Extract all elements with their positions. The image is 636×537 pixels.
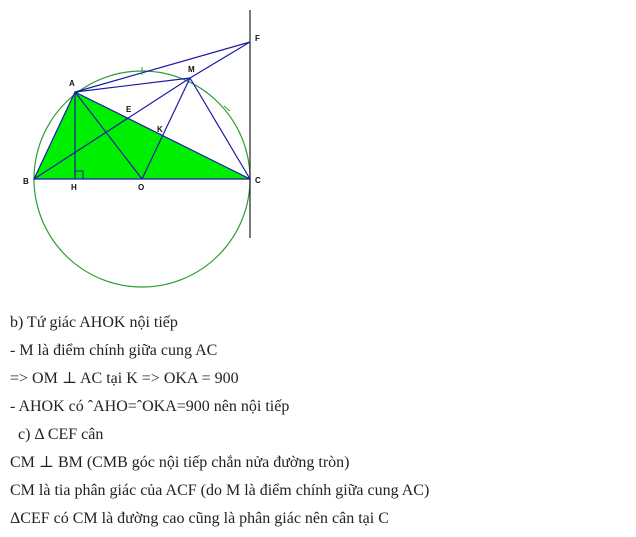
text-line: - M là điểm chính giữa cung AC bbox=[10, 342, 218, 359]
text-line: CM là tia phân giác của ACF (do M là điểm chính giữa cung AC) bbox=[10, 482, 430, 499]
segment-am bbox=[75, 78, 190, 92]
triangle-abc bbox=[34, 92, 250, 179]
text-line: => OM ⊥ AC tại K => OKA = 900 bbox=[10, 370, 239, 387]
segment-af bbox=[75, 42, 250, 92]
text-line: b) Tứ giác AHOK nội tiếp bbox=[10, 314, 178, 331]
text-line: c) Δ CEF cân bbox=[18, 426, 104, 443]
segment-mf bbox=[190, 42, 250, 78]
label-k: K bbox=[157, 125, 163, 134]
label-f: F bbox=[255, 34, 260, 43]
label-e: E bbox=[126, 105, 132, 114]
label-o: O bbox=[138, 183, 145, 192]
label-a: A bbox=[69, 79, 75, 88]
label-m: M bbox=[188, 65, 195, 74]
label-h: H bbox=[71, 183, 77, 192]
text-line: ΔCEF có CM là đường cao cũng là phân giác nên cân tại C bbox=[10, 510, 389, 527]
solution-text bbox=[10, 309, 630, 533]
text-line: - AHOK có ˆAHO=ˆOKA=900 nên nội tiếp bbox=[10, 398, 290, 415]
label-c: C bbox=[255, 176, 261, 185]
text-line: CM ⊥ BM (CMB góc nội tiếp chắn nửa đường tròn) bbox=[10, 454, 350, 471]
label-b: B bbox=[23, 177, 29, 186]
